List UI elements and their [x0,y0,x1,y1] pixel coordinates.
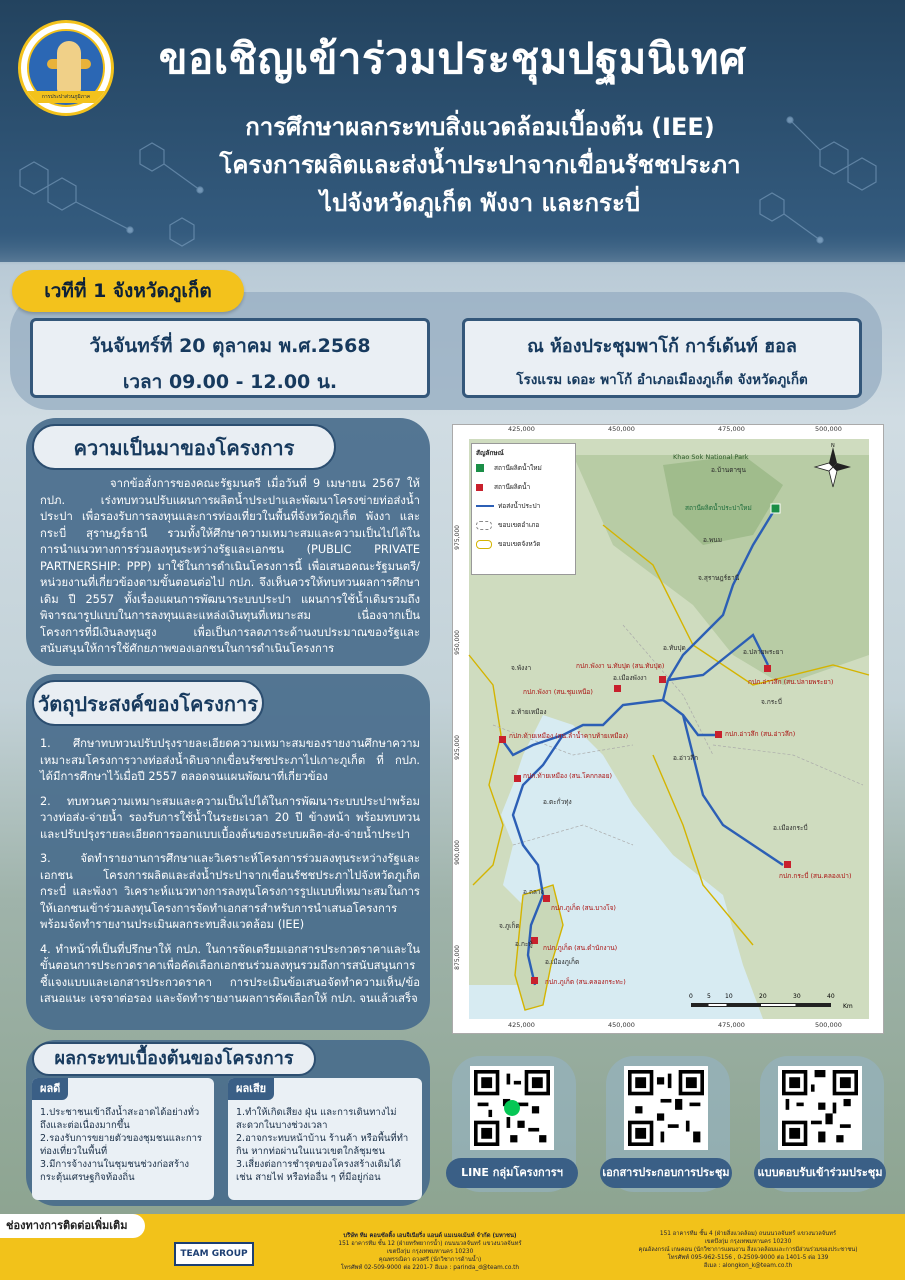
legend-item: สถานีผลิตน้ำใหม่ [494,464,542,472]
cons-label: ผลเสีย [228,1078,274,1100]
map-label: กปภ.ภูเก็ต (สน.บางโจ) [551,904,616,912]
objective-item: 3. จัดทำรายงานการศึกษาและวิเคราะห์โครงการร่วมลงทุนระหว่างรัฐและเอกชน โครงการผลิตและส่งน้ำประปาจากเขื่อนรัชชประภาไปจังหวัดภูเก็ต กระบี่ และพังงา วิเคราะห์แนวทางการลงทุนโครงการรูปแบบที่เหมาะสมในการให้เอกชนเข้าร่วมลงทุนโครงการจัดทำเอกสารสำหรับการนำเสนอโครงการพร้อมจัดทำรายงานประเมินผลกระทบสิ่งแวดล้อม (IEE) [40,852,420,931]
svg-text:N: N [831,443,835,449]
legend-item: ขอบเขตอำเภอ [498,521,540,529]
map-label: กปภ.พังงา น.ทับปุด (สน.ทับปุด) [576,662,665,670]
registration-qr-card[interactable] [757,1056,884,1192]
map-label: อ.ปลายพระยา [743,648,784,656]
team-group-logo: TEAM GROUP [174,1242,254,1266]
objective-item: 2. ทบทวนความเหมาะสมและความเป็นไปได้ในการพัฒนาระบบประปาพร้อมวางท่อส่ง-จ่ายน้ำ รองรับการใช้น้ำในระยะเวลา 20 ปี ข้างหน้า พร้อมทบทวนและปรับปรุงรายละเอียดการออกแบบเบื้องต้นของระบบผลิต-ส่ง-จ่ายน้ำประปา [40,794,420,841]
legend-item: ขอบเขตจังหวัด [498,540,541,548]
line-qr-code[interactable] [470,1066,554,1150]
map-label: อ.ตะกั่วทุ่ง [543,798,572,806]
subtitle-line-3: ไปจังหวัดภูเก็ต พังงา และกระบี่ [319,189,641,217]
tick: 875,000 [454,945,461,970]
logo-text: การประปาส่วนภูมิภาค [21,91,111,103]
company-line: เขตบึงกุ่ม กรุงเทพมหานคร 10230 [386,1249,474,1255]
map-label: จ.พังงา [511,664,532,672]
scale-label: 30 [793,993,801,1000]
scale-label: 20 [759,993,767,1000]
venue-detail: โรงแรม เดอะ พาโก้ อำเภอเมืองภูเก็ต จังหวัดภูเก็ต [516,372,808,388]
legend-title: สัญลักษณ์ [476,449,504,457]
map-label: กปภ.พังงา (สน.ชุมเหนือ) [523,688,593,696]
map-label: กปภ.อ่าวลึก (สน.ปลายพระยา) [748,678,834,686]
cons-item: 2.อาจกระทบหน้าบ้าน ร้านค้า หรือพื้นที่ทำกิน หากท่อผ่านในแนวเขตใกล้ชุมชน [236,1133,409,1157]
map-label: กปภ.ภูเก็ต (สน.คลองกระทะ) [545,978,626,986]
map-label: อ.ทับปุด [663,644,686,652]
address-line: 151 อาคารทีม ชั้น 4 (ฝ่ายสิ่งแวดล้อม) ถนนนวลจันทร์ แขวงนวลจันทร์ [659,1231,837,1237]
map-label: อ.ท้ายเหมือง [511,708,547,716]
documents-qr-label: เอกสารประกอบการประชุม [600,1158,732,1188]
meeting-date: วันจันทร์ที่ 20 ตุลาคม พ.ศ.2568 [89,335,371,357]
scale-unit: Km [843,1003,853,1010]
tick: 975,000 [454,525,461,550]
map-label: อ.เมืองภูเก็ต [545,958,580,966]
tick: 475,000 [718,425,745,433]
line-qr-label: LINE กลุ่มโครงการฯ [446,1158,578,1188]
map-label: Khao Sok National Park [673,453,749,461]
objective-item: 4. ทำหน้าที่เป็นที่ปรึกษาให้ กปภ. ในการจัดเตรียมเอกสารประกวดราคาและในขั้นตอนการประกวดราคาเพื่อคัดเลือกเอกชนร่วมลงทุนรวมถึงการสนับสนุนการชี้แจงแบบและเอกสารประกวดราคา การประเมินข้อเสนอจัดทำความเห็น/ข้อเสนอแนะ เจรจาต่อรอง และจัดทำรายงานผลการคัดเลือกให้ กปภ. จนแล้วเสร็จ [40,942,420,1005]
address-line: คุณอัลงกรณ์ เกษคอน (นักวิชาการแผนงาน สิ่งแวดล้อมและการมีส่วนร่วมของประชาชน) [638,1247,858,1253]
tick: 500,000 [815,425,842,433]
scale-label: 40 [827,993,835,1000]
map-label: กปภ.อ่าวลึก (สน.อ่าวลึก) [725,730,796,738]
scale-label: 10 [725,993,733,1000]
impacts-heading: ผลกระทบเบื้องต้นของโครงการ [32,1042,316,1076]
line-qr-card[interactable] [452,1056,576,1192]
tick: 425,000 [508,425,535,433]
documents-qr-card[interactable] [602,1056,730,1192]
registration-qr-code[interactable] [778,1066,862,1150]
tick: 425,000 [508,1021,535,1029]
pros-item: 2.รองรับการขยายตัวของชุมชนและการท่องเที่ยวในพื้นที่ [40,1133,203,1157]
subtitle-line-2: โครงการผลิตและส่งน้ำประปาจากเขื่อนรัชชประภา [219,151,741,179]
tick: 450,000 [608,1021,635,1029]
pros-item: 3.มีการจ้างงานในชุมชนช่วงก่อสร้างกระตุ้นเศรษฐกิจท้องถิ่น [40,1159,190,1183]
map-label: อ.ถลาง [523,888,544,896]
tick: 500,000 [815,1021,842,1029]
session-label: เวทีที่ 1 จังหวัดภูเก็ต [12,270,244,312]
pros-item: 1.ประชาชนเข้าถึงน้ำสะอาดได้อย่างทั่วถึงและต่อเนื่องมากขึ้น [40,1107,200,1131]
objective-item: 1. ศึกษาทบทวนปรับปรุงรายละเอียดความเหมาะสมของรายงานศึกษาความเหมาะสมโครงการวางท่อส่งน้ำดิบจากเขื่อนรัชชประภาไปเกาะภูเก็ต ที่ กปภ. ได้มีการศึกษาไว้เมื่อปี 2557 ตลอดจนแผนพัฒนาที่เกี่ยวข้อง [40,737,420,783]
objectives-heading: วัตถุประสงค์ของโครงการ [32,680,264,726]
tick: 475,000 [718,1021,745,1029]
tick: 950,000 [454,630,461,655]
tick: 900,000 [454,840,461,865]
company-line: 151 อาคารทีม ชั้น 12 (ฝ่ายทรัพยากรน้ำ) ถนนนวลจันทร์ แขวงนวลจันทร์ [338,1241,522,1247]
contact-label: ช่องทางการติดต่อเพิ่มเติม [0,1214,145,1238]
address-line: อีเมล : alongkon_k@team.co.th [703,1263,793,1269]
background-heading: ความเป็นมาของโครงการ [32,424,336,470]
scale-label: 5 [707,993,711,1000]
documents-qr-code[interactable] [624,1066,708,1150]
background-text: จากข้อสั่งการของคณะรัฐมนตรี เมื่อวันที่ 9 เมษายน 2567 ให้ กปภ. เร่งทบทวนปรับแผนการผลิตน้ำประปาและพัฒนาโครงข่ายท่อส่งน้ำประปา เพื่อรองรับการลงทุนและการท่องเที่ยวในพื้นที่จังหวัดภูเก็ต พังงา และกระบี่ สุราษฎร์ธานี รวมทั้งให้ศึกษาความเหมาะสมและความเป็นไปได้ในการนำแนวทางการร่วมลงทุนระหว่างรัฐและเอกชน (PUBLIC PRIVATE PARTNERSHIP: PPP) มาใช้ในการดำเนินโครงการนี้ เพื่อเสนอคณะรัฐมนตรี/หน่วยงานที่เกี่ยวข้องตามขั้นตอนต่อไป กปภ. จึงเห็นควรให้ทบทวนผลการศึกษาเดิม ปี 2557 ทั้งเรื่องแผนการพัฒนาระบบประปา แผนการใช้น้ำเดิมรวมถึงพิจารณารูปแบบในการลงทุนและแหล่งเงินทุนที่เหมาะสม เนื่องจากเป็นโครงการที่มีเงินลงทุนสูง เพื่อเป็นการลดภาระด้านงบประมาณของรัฐและสนับสนุนให้การใช้ศักยภาพของเอกชนในการดำเนินโครงการ [40,477,420,655]
pros-box [32,1078,214,1200]
tick: 450,000 [608,425,635,433]
map-label: จ.สุราษฎร์ธานี [698,574,740,582]
objectives-list [40,736,420,1016]
project-map [452,424,884,1034]
legend-item: สถานีผลิตน้ำ [494,483,531,491]
company-line: บริษัท ทีม คอนซัลติ้ง เอนจิเนียริ่ง แอนด์ แมเนจเม้นท์ จำกัด (มหาชน) [343,1233,517,1239]
address-line: เขตบึงกุ่ม กรุงเทพมหานคร 10230 [704,1239,792,1245]
date-box [30,318,430,398]
legend-item: ท่อส่งน้ำประปา [498,502,541,510]
map-label: สถานีผลิตน้ำประปาใหม่ [685,504,752,512]
map-label: อ.อ่าวลึก [673,754,699,762]
cons-item: 3.เสี่ยงต่อการชำรุดของโครงสร้างเดิมได้ เช่น สายไฟ หรือท่ออื่น ๆ ที่มีอยู่ก่อน [236,1159,401,1183]
company-contact [280,1232,580,1272]
cons-box [228,1078,422,1200]
meeting-time: เวลา 09.00 - 12.00 น. [122,371,338,393]
map-label: อ.เมืองพังงา [613,674,647,682]
map-label: อ.กะทู้ [515,940,533,948]
map-label: อ.พนม [703,536,722,544]
company-line: คุณพรรณิดา ดวงศรี (นักวิชาการด้านน้ำ) [378,1257,482,1263]
map-bottom-ticks [453,1021,883,1033]
map-label: จ.กระบี่ [761,698,782,706]
cons-item: 1.ทำให้เกิดเสียง ฝุ่น และการเดินทางไม่สะดวกในบางช่วงเวลา [236,1107,397,1131]
map-label: กปภ.ท้ายเหมือง (สน.ลำน้ำคาบท้ายเหมือง) [509,732,629,740]
company-line: โทรศัพท์ 02-509-9000 ต่อ 2201-7 อีเมล : parinda_d@team.co.th [340,1265,520,1271]
subtitle-line-1: การศึกษาผลกระทบสิ่งแวดล้อมเบื้องต้น (IEE) [245,113,715,141]
map-label: อ.เมืองกระบี่ [773,824,808,832]
environment-contact [598,1230,898,1270]
map-labels [453,425,883,1021]
map-label: อ.บ้านตาขุน [711,466,746,474]
scale-label: 0 [689,993,693,1000]
map-label: กปภ.ภูเก็ต (สน.ดำนักงาน) [543,944,618,952]
venue-box [462,318,862,398]
address-line: โทรศัพท์ 095-962-5156 , 0-2509-9000 ต่อ 1401-5 ต่อ 139 [667,1255,829,1261]
venue-name: ณ ห้องประชุมพาโก้ การ์เด้นท์ ฮอล [527,336,797,357]
tick: 925,000 [454,735,461,760]
pros-label: ผลดี [32,1078,68,1100]
scale-bar [689,993,859,1017]
map-label: กปภ.ท้ายเหมือง (สน.โคกกลอย) [523,772,613,780]
registration-qr-label: แบบตอบรับเข้าร่วมประชุม [754,1158,886,1188]
map-label: จ.ภูเก็ต [499,922,520,930]
page-title: ขอเชิญเข้าร่วมประชุมปฐมนิเทศ [158,34,747,83]
map-label: กปภ.กระบี่ (สน.คลองเปา) [779,872,852,880]
